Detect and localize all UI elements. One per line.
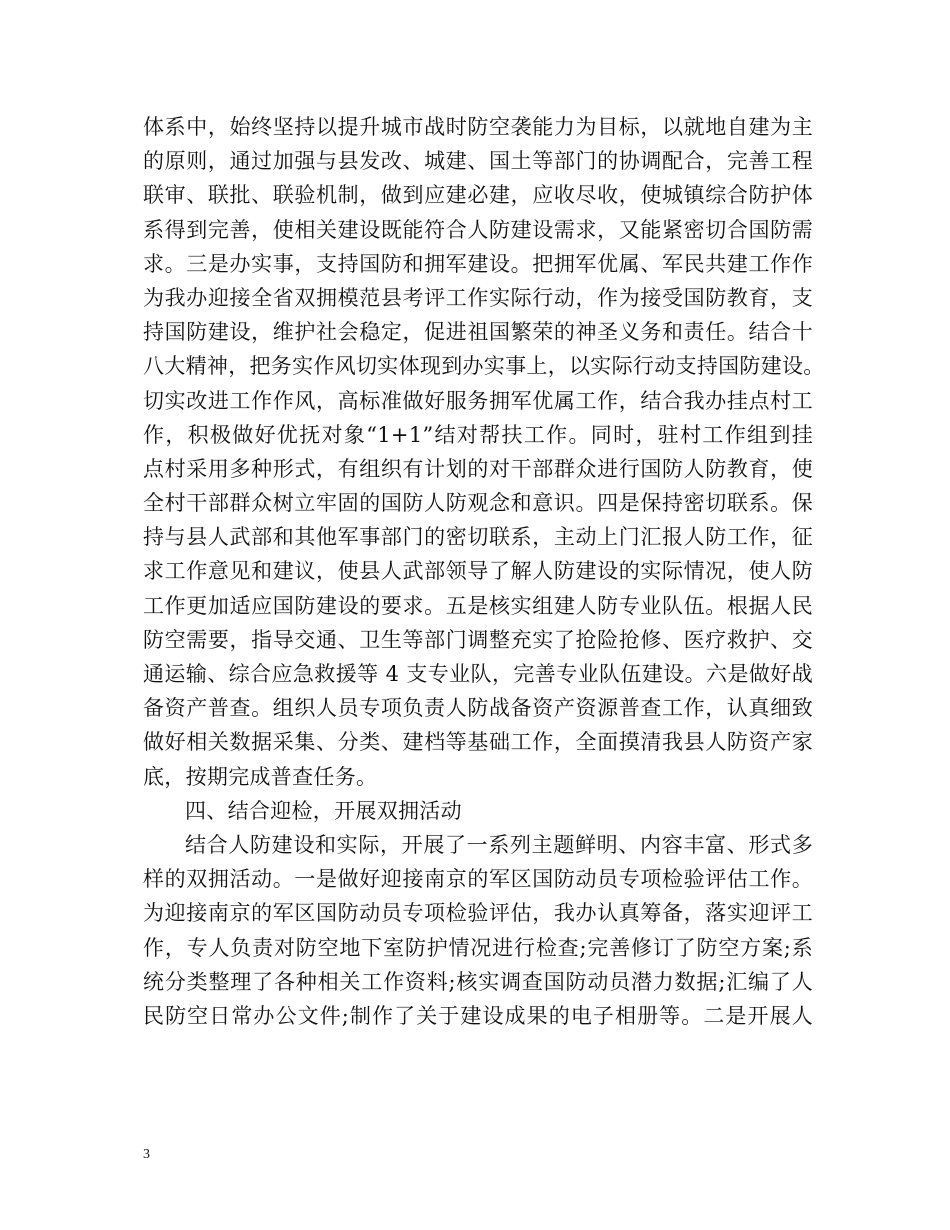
text-line: 结合人防建设和实际，开展了一系列主题鲜明、内容丰富、形式多 (185, 832, 813, 857)
text-line: 作，积极做好优抚对象“1+1”结对帮扶工作。同时，驻村工作组到挂 (143, 422, 813, 447)
text-line: 样的双拥活动。一是做好迎接南京的军区国防动员专项检验评估工作。 (143, 867, 813, 892)
text-line: 底，按期完成普查任务。 (143, 764, 378, 789)
text-line: 持国防建设，维护社会稳定，促进祖国繁荣的神圣义务和责任。结合十 (143, 320, 813, 345)
text-line: 为我办迎接全省双拥模范县考评工作实际行动，作为接受国防教育，支 (143, 285, 813, 310)
text-line: 求工作意见和建议，使县人武部领导了解人防建设的实际情况，使人防 (143, 559, 813, 584)
text-line: 联审、联批、联验机制，做到应建必建，应收尽收，使城镇综合防护体 (143, 183, 813, 208)
text-line: 的原则，通过加强与县发改、城建、国土等部门的协调配合，完善工程 (143, 149, 813, 174)
text-line: 八大精神，把务实作风切实体现到办实事上，以实际行动支持国防建设。 (143, 354, 825, 379)
text-line: 体系中，始终坚持以提升城市战时防空袭能力为目标，以就地自建为主 (143, 115, 813, 139)
text-line: 民防空日常办公文件;制作了关于建设成果的电子相册等。二是开展人 (143, 1003, 813, 1028)
section-heading: 四、结合迎检，开展双拥活动 (185, 798, 462, 823)
text-line: 统分类整理了各种相关工作资料;核实调查国防动员潜力数据;汇编了人 (143, 969, 813, 994)
text-line: 为迎接南京的军区国防动员专项检验评估，我办认真筹备，落实迎评工 (143, 901, 813, 926)
text-line: 做好相关数据采集、分类、建档等基础工作，全面摸清我县人防资产家 (143, 730, 813, 755)
body-text (143, 110, 825, 1033)
text-line: 点村采用多种形式，有组织有计划的对干部群众进行国防人防教育，使 (143, 456, 813, 481)
text-line: 通运输、综合应急救援等 4 支专业队，完善专业队伍建设。六是做好战 (143, 662, 813, 686)
text-line: 持与县人武部和其他军事部门的密切联系，主动上门汇报人防工作，征 (143, 525, 813, 550)
text-line: 作，专人负责对防空地下室防护情况进行检查;完善修订了防空方案;系 (143, 935, 813, 960)
text-line: 求。三是办实事，支持国防和拥军建设。把拥军优属、军民共建工作作 (143, 251, 813, 276)
text-line: 防空需要，指导交通、卫生等部门调整充实了抢险抢修、医疗救护、交 (143, 627, 813, 652)
text-line: 系得到完善，使相关建设既能符合人防建设需求，又能紧密切合国防需 (143, 217, 813, 242)
text-line: 备资产普查。组织人员专项负责人防战备资产资源普查工作，认真细致 (143, 696, 813, 721)
text-line: 工作更加适应国防建设的要求。五是核实组建人防专业队伍。根据人民 (143, 593, 813, 618)
text-line: 全村干部群众树立牢固的国防人防观念和意识。四是保持密切联系。保 (143, 491, 813, 516)
text-line: 切实改进工作作风，高标准做好服务拥军优属工作，结合我办挂点村工 (143, 388, 813, 413)
page-number: 3 (143, 1147, 150, 1162)
